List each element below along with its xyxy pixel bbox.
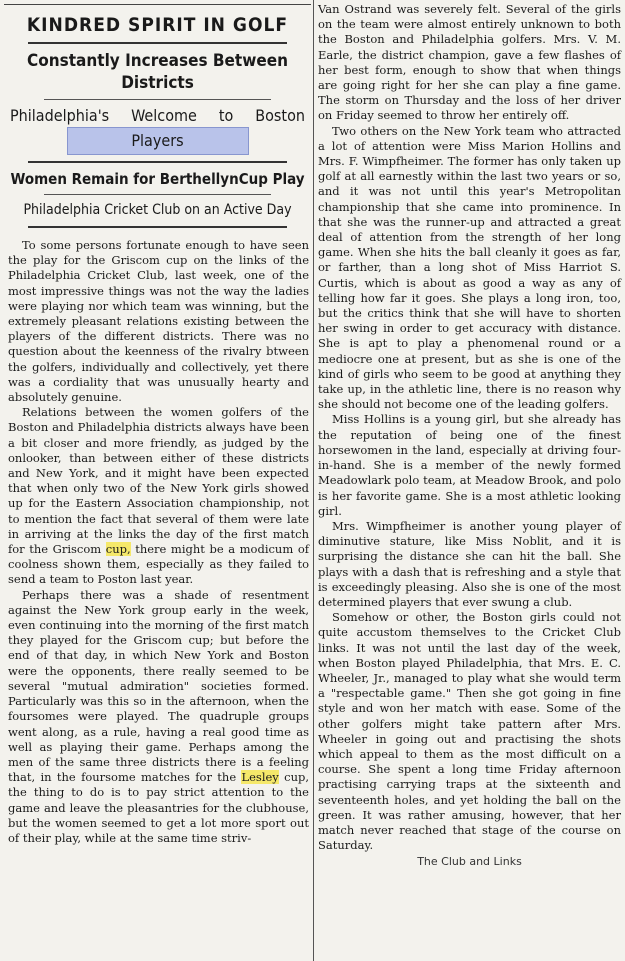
body-separator bbox=[28, 226, 287, 228]
deck-four: Philadelphia Cricket Club on an Active Day bbox=[23, 202, 292, 218]
search-highlight-players[interactable]: Players bbox=[67, 127, 249, 155]
left-article-body bbox=[4, 238, 311, 846]
paragraph: To some persons fortunate enough to have seen the play for the Griscom cup on the links of the Philadelphia Cricket Club, last week, one of the most impressive things was not the way the ladies were playing nor which team was winning, but the extremely pleasant relations existing between the players of the different districts. There was no question about the keenness of the rivalry btween the golfers, individually and collectively, yet there was a cordiality that was unusually hearty and absolutely genuine. bbox=[8, 238, 309, 405]
left-column bbox=[4, 0, 311, 961]
paragraph: Miss Hollins is a young girl, but she already has the reputation of being one of the finest horsewomen in the land, especially at driving four-in-hand. She is a member of the newly formed Meadowlark polo team, at Meadow Brook, and polo is her favorite game. She is a most athletic looking girl. bbox=[318, 412, 621, 518]
deck-separator bbox=[44, 99, 271, 100]
deck-three: Women Remain for BerthellynCup Play bbox=[10, 170, 305, 188]
column-rule bbox=[313, 0, 314, 961]
paragraph: Somehow or other, the Boston girls could not quite accustom themselves to the Cricket Club links. It was not until the last day of the week, when Boston played Philadelphia, that Mrs. E. C. Wheeler, Jr., managed to play what she would term a "respectable game." Then she got going in fine style and won her match with ease. Some of the other golfers might take pattern after Mrs. Wheeler in going out and practising the shots which appeal to them as the most difficult on a course. She spent a long time Friday afternoon practising carrying traps at the sixteenth and seventeenth holes, and yet holding the ball on the green. It was rather amusing, however, that her match never reached that stage of the course on Saturday. bbox=[318, 610, 621, 853]
headline-separator bbox=[28, 42, 287, 44]
deck-separator-3 bbox=[44, 194, 271, 195]
next-section-heading: The Club and Links bbox=[417, 855, 522, 869]
right-column bbox=[318, 0, 621, 961]
paragraph: Perhaps there was a shade of resentment against the New York group early in the week, even continuing into the morning of the first match they played for the Griscom cup; but before the end of that day, in which New York and Boston were the opponents, there really seemed to be several "mutual admiration" societies formed. Particularly was this so in the afternoon, when the foursomes were played. The quadruple groups went along, as a rule, having a real good time as well as playing their game. Perhaps among the men of the same three districts there is a feeling that, in the foursome matches for the Lesley cup, the thing to do is to pay strict attention to the game and leave the pleasantries for the clubhouse, but the women seemed to get a lot more sport out of their play, while at the same time striv- bbox=[8, 587, 309, 845]
deck-one: Constantly Increases Between Districts bbox=[27, 51, 288, 93]
paragraph: Relations between the women golfers of the Boston and Philadelphia districts always have been a bit closer and more friendly, as judged by the onlooker, than between either of these districts and New York, and it might have been expected that when only two of the New York girls showed up for the Eastern Association championship, not to mention the fact that several of them were late in arriving at the links the day of the first match for the Griscom cup, there might be a modicum of coolness shown them, especially as they failed to send a team to Poston last year. bbox=[8, 405, 309, 587]
paragraph: Mrs. Wimpfheimer is another young player of diminutive stature, like Miss Noblit, and it is surprising the distance she can hit the ball. She plays with a dash that is refreshing and a style that is exceedingly pleasing. Also she is one of the most determined players that ever swung a club. bbox=[318, 518, 621, 609]
search-highlight-lesley[interactable]: Lesley bbox=[241, 770, 279, 785]
deck-separator-2 bbox=[28, 161, 287, 163]
search-highlight-cup[interactable]: cup, bbox=[105, 542, 131, 557]
right-article-body bbox=[318, 2, 621, 853]
main-headline: KINDRED SPIRIT IN GOLF bbox=[26, 14, 289, 36]
deck-two-line-one: Philadelphia's Welcome to Boston bbox=[10, 106, 305, 125]
paragraph: Two others on the New York team who attracted a lot of attention were Miss Marion Hollins and Mrs. F. Wimpfheimer. The former has only taken up golf at all earnestly within the last two years or so, and it was not until this year's Metropolitan championship that she came into prominence. In that she was the runner-up and attracted a great deal of attention from the strength of her long game. When she hits the ball cleanly it goes as far, or farther, than a long shot of Miss Harriot S. Curtis, which is about as good a way as any of telling how far it goes. She plays a long iron, too, but the critics think that she will have to shorten her swing in order to get accuracy with distance. She is apt to play a phenomenal round or a mediocre one at present, but as she is one of the kind of girls who seem to be good at anything they take up, in the athletic line, there is no reason why she should not become one of the leading golfers. bbox=[318, 123, 621, 412]
paragraph: Van Ostrand was severely felt. Several of the girls on the team were almost entirely unknown to both the Boston and Philadelphia golfers. Mrs. V. M. Earle, the district champion, gave a few flashes of her best form, enough to show that when things are going right for her she can play a fine game. The storm on Thursday and the loss of her driver on Friday seemed to throw her entirely off. bbox=[318, 2, 621, 123]
